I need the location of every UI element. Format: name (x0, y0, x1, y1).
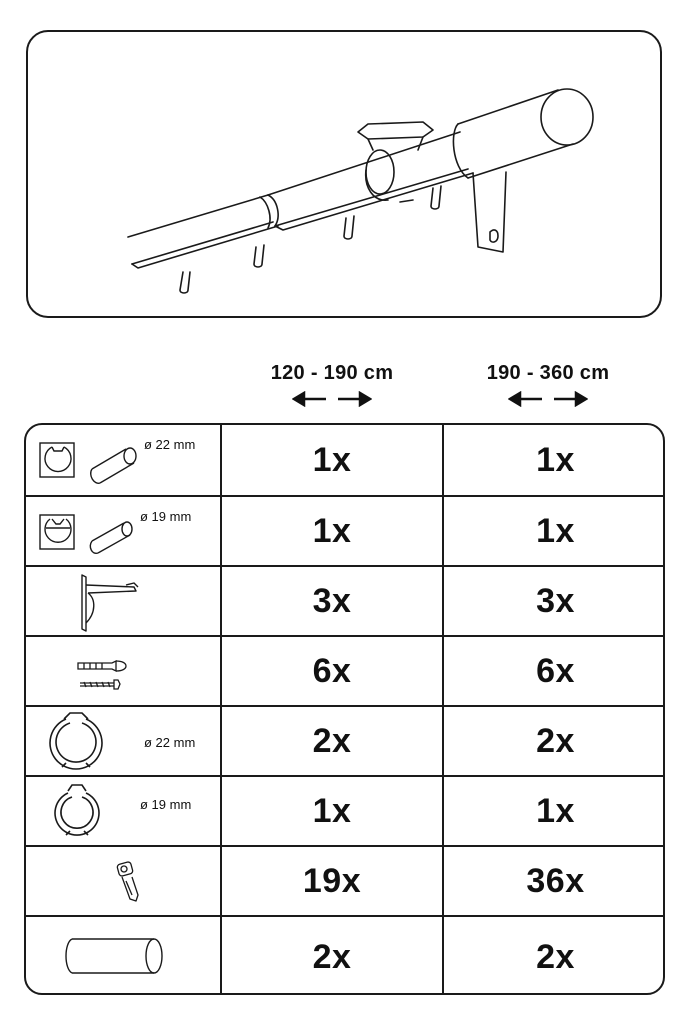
quantity: 36x (526, 861, 585, 900)
quantity: 1x (312, 791, 352, 830)
ring-19mm-icon (26, 777, 220, 847)
qty-cell-long (442, 777, 665, 845)
dimension-label: ø 19 mm (140, 797, 192, 812)
range-label-long: 190 - 360 cm (486, 362, 610, 384)
part-cell (26, 637, 220, 705)
quantity: 6x (536, 651, 575, 690)
quantity: 3x (536, 581, 575, 620)
qty-cell-short (220, 777, 442, 845)
screw-and-dowel-icon (26, 637, 220, 707)
table-row (26, 425, 663, 495)
qty-cell-long (442, 425, 665, 495)
quantity: 1x (312, 440, 352, 479)
qty-cell-short (220, 497, 442, 565)
end-cap-icon (26, 917, 220, 995)
wall-bracket-icon (26, 567, 220, 637)
table-row (26, 845, 663, 915)
dimension-label: ø 22 mm (144, 735, 196, 750)
curtain-rod-illustration (26, 30, 662, 318)
quantity: 1x (536, 791, 575, 830)
qty-cell-short (220, 847, 442, 915)
table-row (26, 635, 663, 705)
quantity: 2x (312, 721, 352, 760)
part-cell (26, 917, 220, 995)
quantity: 1x (536, 440, 575, 479)
rod-19mm-icon (26, 497, 220, 567)
part-cell (26, 497, 220, 565)
table-row (26, 565, 663, 635)
table-row (26, 495, 663, 565)
double-arrow-icon (508, 391, 588, 407)
qty-cell-short (220, 425, 442, 495)
dimension-label: ø 22 mm (144, 437, 196, 452)
part-cell (26, 425, 220, 495)
qty-cell-long (442, 567, 665, 635)
qty-cell-long (442, 637, 665, 705)
quantity: 6x (312, 651, 352, 690)
parts-table (24, 423, 665, 995)
qty-cell-long (442, 497, 665, 565)
qty-cell-long (442, 707, 665, 775)
quantity: 1x (312, 511, 352, 550)
quantity: 3x (312, 581, 352, 620)
table-row (26, 705, 663, 775)
quantity: 2x (536, 937, 575, 976)
part-cell (26, 777, 220, 845)
qty-cell-short (220, 567, 442, 635)
quantity: 2x (536, 721, 575, 760)
rod-22mm-icon (26, 425, 220, 495)
range-header-long (448, 362, 648, 407)
qty-cell-long (442, 847, 665, 915)
quantity: 2x (312, 937, 352, 976)
double-arrow-icon (292, 391, 372, 407)
qty-cell-short (220, 707, 442, 775)
dimension-label: ø 19 mm (140, 509, 192, 524)
glider-hook-icon (26, 847, 220, 917)
qty-cell-long (442, 917, 665, 995)
table-row (26, 775, 663, 845)
part-cell (26, 567, 220, 635)
qty-cell-short (220, 637, 442, 705)
curtain-rod-drawing-icon (28, 32, 664, 320)
part-cell (26, 847, 220, 915)
table-row (26, 915, 663, 995)
part-cell (26, 707, 220, 775)
range-header-short (232, 362, 432, 407)
qty-cell-short (220, 917, 442, 995)
quantity: 19x (302, 861, 362, 900)
range-label-short: 120 - 190 cm (270, 362, 394, 384)
quantity: 1x (536, 511, 575, 550)
